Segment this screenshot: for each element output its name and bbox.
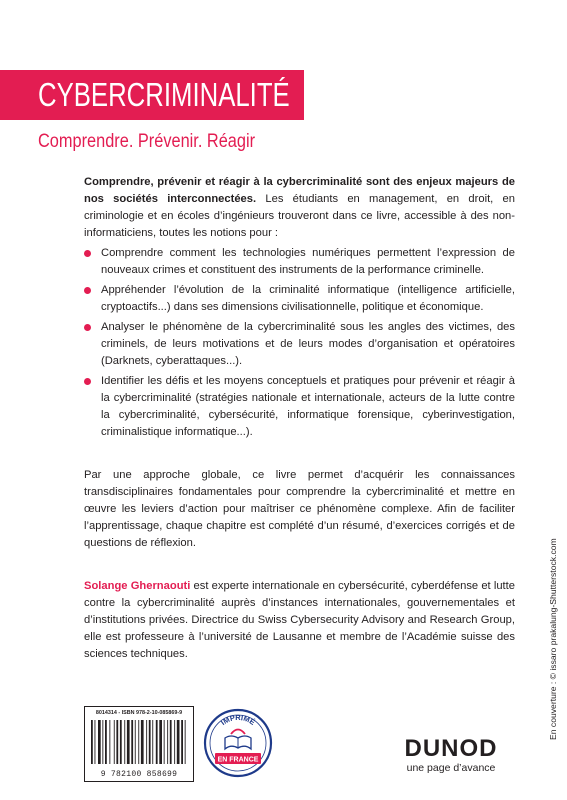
list-item <box>84 319 515 370</box>
title-banner <box>0 70 304 120</box>
seal-top-text: IMPRIMÉ <box>218 713 257 727</box>
bullet-text: Appréhender l’évolution de la criminalité informatique (intelligence artificielle, cryptoactifs...) dans ses dimensions civilisationnelle, politique et économique. <box>101 284 515 313</box>
bullet-dot-icon <box>84 287 91 294</box>
publisher-name: DUNOD <box>404 735 498 762</box>
subtitle-block <box>38 131 290 153</box>
author-name: Solange Ghernaouti <box>84 580 191 592</box>
book-title: CYBERCRIMINALITÉ <box>38 76 290 113</box>
list-item <box>84 373 515 441</box>
cover-credit: En couverture : © issaro prakalung-Shutterstock.com <box>548 538 558 740</box>
bullet-text: Identifier les défis et les moyens conceptuels et pratiques pour prévenir et réagir à la cybercriminalité (stratégies nationale et internationale, acteurs de la lutte contre la cybercriminalité, cybersécurité, informatique forensique, cyberinvestigation, criminalistique informatique...). <box>101 375 515 438</box>
bullet-dot-icon <box>84 250 91 257</box>
isbn-label: 8014314 - ISBN 978-2-10-085869-9 <box>95 710 183 716</box>
author-paragraph <box>84 578 515 663</box>
back-cover-text <box>84 174 515 663</box>
bullet-list <box>84 245 515 441</box>
intro-rest: Les étudiants en management, en droit, en criminologie et en écoles d’ingénieurs trouveront dans ce livre, accessible à des non-informaticiens, toutes les notions pour : <box>84 193 515 239</box>
isbn-barcode <box>84 706 194 782</box>
intro-paragraph <box>84 174 515 242</box>
publisher-tagline: une page d’avance <box>406 762 496 774</box>
intro-bold: Comprendre, prévenir et réagir à la cybercriminalité sont des enjeux majeurs de nos sociétés interconnectées. <box>84 176 515 205</box>
approach-paragraph: Par une approche globale, ce livre permet d’acquérir les connaissances transdisciplinaires fondamentales pour comprendre la cybercriminalité et mettre en œuvre les leviers d’action pour maîtriser ce phénomène complexe. Afin de faciliter l’apprentissage, chaque chapitre est complété d’un résumé, d’exercices corrigés et de questions de réflexion. <box>84 469 515 549</box>
barcode-digits: 9 782100 858699 <box>100 770 178 779</box>
barcode-bars-icon <box>91 720 187 764</box>
publisher-logo <box>386 737 516 774</box>
imprime-en-france-seal <box>203 708 273 778</box>
bullet-text: Analyser le phénomène de la cybercriminalité sous les angles des victimes, des criminels, de leurs motivations et de leurs modes d’organisation et opératoires (Darknets, cyberattaques...). <box>101 321 515 367</box>
list-item <box>84 245 515 279</box>
bullet-dot-icon <box>84 378 91 385</box>
list-item <box>84 282 515 316</box>
book-subtitle: Comprendre. Prévenir. Réagir <box>38 131 256 152</box>
bullet-text: Comprendre comment les technologies numériques permettent l’expression de nouveaux crimes et constituent des instruments de la performance criminelle. <box>101 247 515 276</box>
bullet-dot-icon <box>84 324 91 331</box>
author-bio: est experte internationale en cybersécurité, cyberdéfense et lutte contre la cybercriminalité auprès d’instances internationales, gouvernementales et d’institutions privées. Directrice du Swiss Cybersecurity Advisory and Research Group, elle est professeure à l’université de Lausanne et membre de l’Académie suisse des sciences techniques. <box>84 580 515 660</box>
seal-bottom-text: EN FRANCE <box>217 756 259 764</box>
